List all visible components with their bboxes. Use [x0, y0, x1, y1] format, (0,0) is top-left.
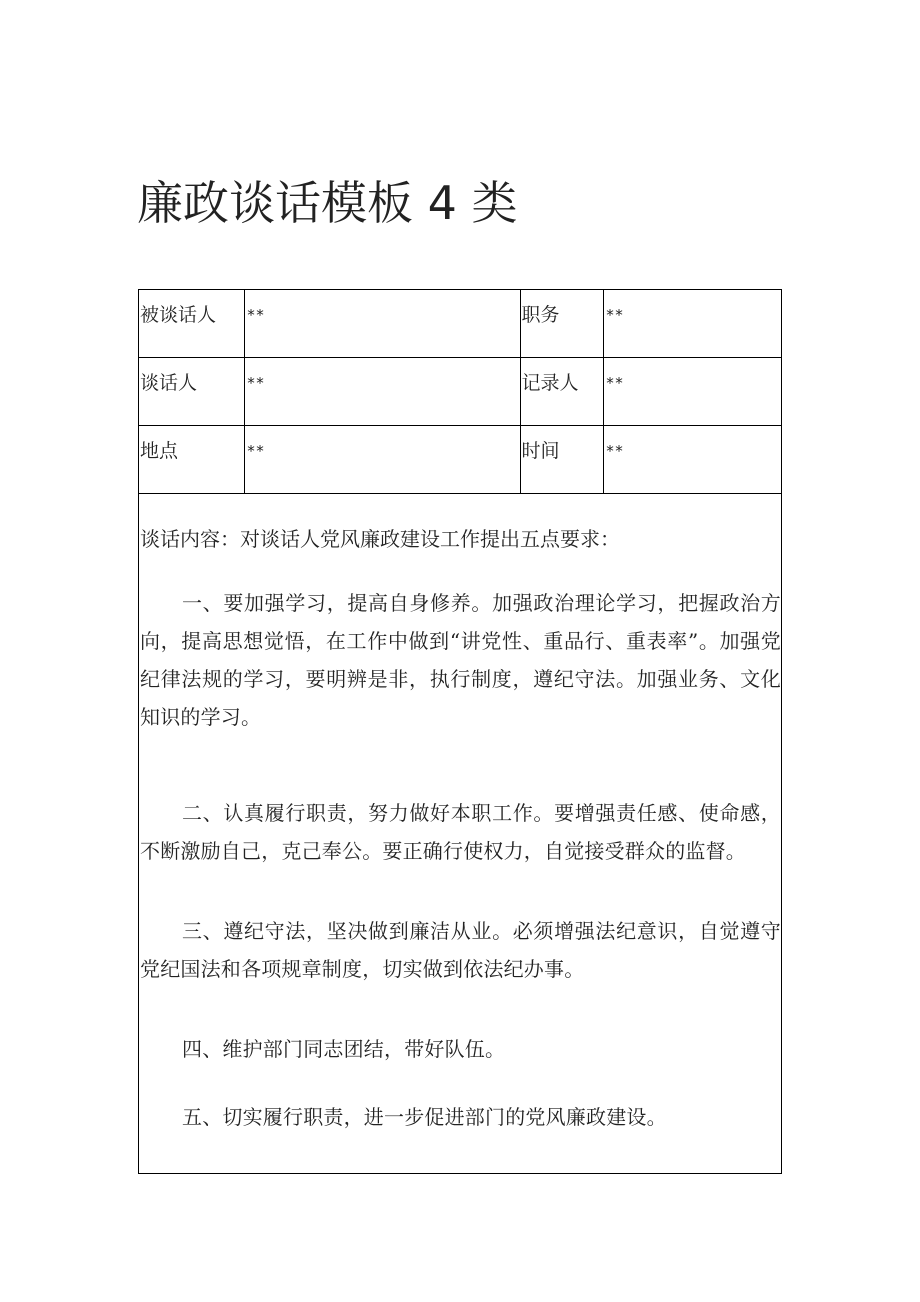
time-value: ** [605, 442, 624, 460]
time-label-cell [520, 426, 603, 494]
time-label: 时间 [521, 440, 560, 462]
interviewee-label: 被谈话人 [140, 304, 217, 326]
position-label-cell [520, 290, 603, 358]
content-intro: 谈话内容：对谈话人党风廉政建设工作提出五点要求： [140, 527, 620, 551]
interviewer-value-cell [244, 358, 520, 426]
recorder-label-cell [520, 358, 603, 426]
info-table [139, 290, 781, 494]
document-title: 廉政谈话模板 4 类 [137, 176, 518, 230]
location-value: ** [246, 442, 265, 460]
interviewer-label-cell [139, 358, 244, 426]
time-value-cell [603, 426, 781, 494]
requirement-paragraph-5: 五、切实履行职责，进一步促进部门的党风廉政建设。 [182, 1105, 667, 1129]
requirement-paragraph-1: 一、要加强学习，提高自身修养。加强政治理论学习，把握政治方向，提高思想觉悟，在工作中做到“讲党性、重品行、重表率”。加强党纪律法规的学习，要明辨是非，执行制度，遵纪守法。加强业务、文化知识的学习。 [140, 591, 781, 729]
location-label: 地点 [140, 440, 179, 462]
table-row [139, 426, 781, 494]
interviewee-value-cell [244, 290, 520, 358]
interviewer-value: ** [246, 374, 265, 392]
recorder-value: ** [605, 374, 624, 392]
location-label-cell [139, 426, 244, 494]
position-label: 职务 [521, 304, 560, 326]
requirement-paragraph-4: 四、维护部门同志团结，带好队伍。 [182, 1037, 506, 1061]
interviewee-label-cell [139, 290, 244, 358]
interviewer-label: 谈话人 [140, 372, 198, 394]
position-value: ** [605, 306, 624, 324]
requirement-paragraph-2: 二、认真履行职责，努力做好本职工作。要增强责任感、使命感，不断激励自己，克己奉公。要正确行使权力，自觉接受群众的监督。 [140, 801, 781, 863]
recorder-label: 记录人 [521, 372, 579, 394]
position-value-cell [603, 290, 781, 358]
requirement-paragraph-3: 三、遵纪守法，坚决做到廉洁从业。必须增强法纪意识，自觉遵守党纪国法和各项规章制度，切实做到依法纪办事。 [140, 919, 781, 981]
interview-record-form [138, 289, 782, 1174]
location-value-cell [244, 426, 520, 494]
recorder-value-cell [603, 358, 781, 426]
table-row [139, 290, 781, 358]
interviewee-value: ** [246, 306, 265, 324]
table-row [139, 358, 781, 426]
